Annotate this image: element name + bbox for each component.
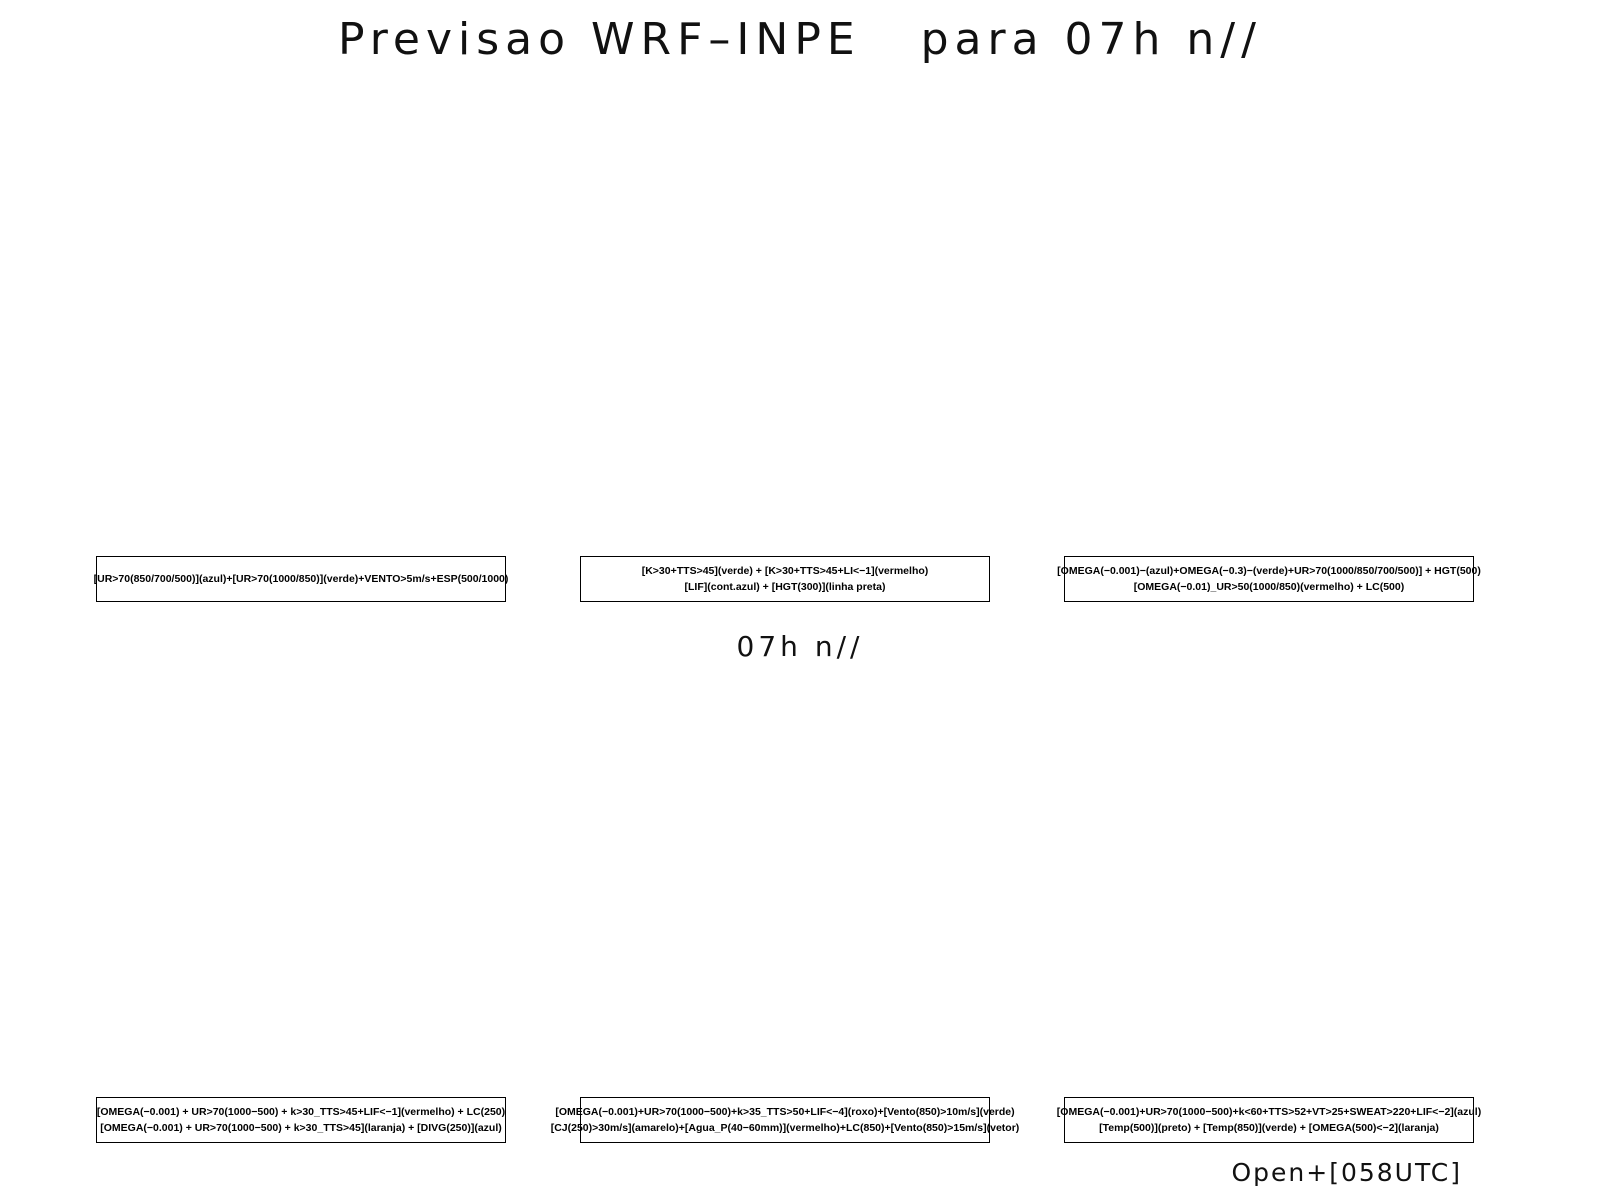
page-title: Previsao WRF–INPE para 07h n//: [338, 14, 1262, 65]
legend-panel-bottom-left: [96, 1097, 506, 1143]
legend-line: [Temp(500)](preto) + [Temp(850)](verde) + [OMEGA(500)<−2](laranja): [1099, 1122, 1439, 1134]
legend-line: [OMEGA(−0.01)_UR>50(1000/850)(vermelho) + LC(500): [1133, 581, 1405, 593]
middle-time-label: 07h n//: [736, 630, 864, 663]
legend-panel-bottom-right: [1056, 1097, 1482, 1143]
footer-run-label: Open+[058UTC]: [1231, 1158, 1462, 1187]
legend-line: [OMEGA(−0.001)+UR>70(1000−500)+k>35_TTS>50+LIF<−4](roxo)+[Vento(850)>10m/s](verde): [555, 1105, 1015, 1118]
legend-panel-top-center: [580, 556, 990, 602]
legend-line: [OMEGA(−0.001) + UR>70(1000−500) + k>30_TTS>45+LIF<−1](vermelho) + LC(250): [96, 1105, 506, 1118]
legend-line: [CJ(250)>30m/s](amarelo)+[Agua_P(40−60mm)](vermelho)+LC(850)+[Vento(850)>15m/s](vetor): [550, 1122, 1020, 1134]
legend-line: [LIF](cont.azul) + [HGT(300)](linha preta): [684, 581, 886, 593]
legend-panel-top-right: [1057, 556, 1481, 602]
legend-line: [OMEGA(−0.001)+UR>70(1000−500)+k<60+TTS>52+VT>25+SWEAT>220+LIF<−2](azul): [1056, 1105, 1482, 1118]
legend-line: [OMEGA(−0.001)−(azul)+OMEGA(−0.3)−(verde)+UR>70(1000/850/700/500)] + HGT(500): [1057, 564, 1481, 577]
legend-line: [OMEGA(−0.001) + UR>70(1000−500) + k>30_TTS>45](laranja) + [DIVG(250)](azul): [100, 1122, 502, 1134]
legend-panel-top-left: [93, 556, 509, 602]
legend-line: [K>30+TTS>45](verde) + [K>30+TTS>45+LI<−1](vermelho): [641, 564, 929, 577]
legend-panel-bottom-center: [550, 1097, 1020, 1143]
legend-line: [UR>70(850/700/500)](azul)+[UR>70(1000/850)](verde)+VENTO>5m/s+ESP(500/1000): [93, 572, 509, 585]
